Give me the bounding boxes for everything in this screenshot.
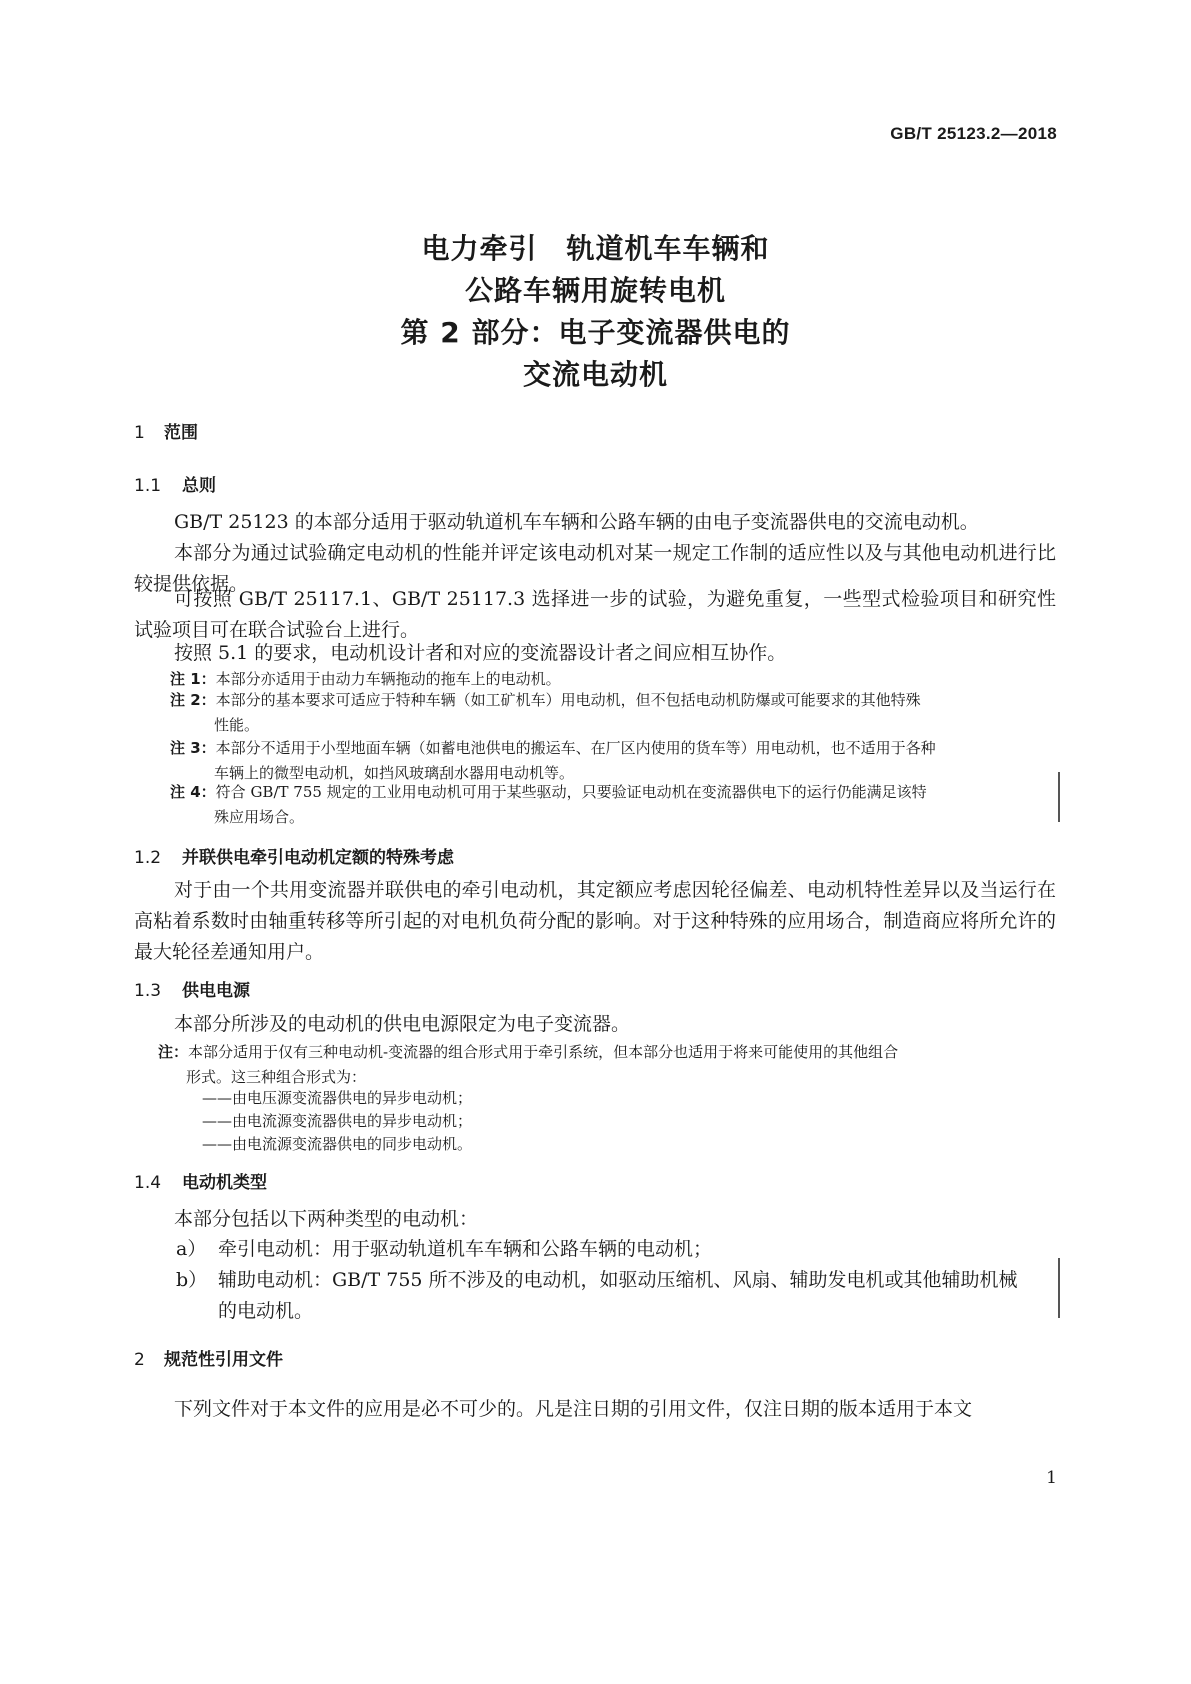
section-title: 规范性引用文件 <box>164 1350 283 1370</box>
paragraph: 下列文件对于本文件的应用是必不可少的。凡是注日期的引用文件，仅注日期的版本适用于本文 <box>174 1398 973 1420</box>
note-2 <box>170 688 1056 738</box>
list-marker: b） <box>176 1269 208 1291</box>
title-line: 交流电动机 <box>522 358 668 391</box>
section-number: 1.1 <box>134 476 162 496</box>
dash-item: ——由电流源变流器供电的同步电动机。 <box>202 1135 473 1153</box>
note-continuation: 形式。这三种组合形式为： <box>186 1068 367 1086</box>
list-text: 辅助电动机：GB/T 755 所不涉及的电动机，如驱动压缩机、风扇、辅助发电机或其他辅助机械 <box>218 1269 1018 1291</box>
list-continuation: 的电动机。 <box>218 1300 314 1322</box>
section-title: 电动机类型 <box>182 1173 267 1193</box>
section-title: 供电电源 <box>182 981 250 1001</box>
section-title: 并联供电牵引电动机定额的特殊考虑 <box>182 848 454 868</box>
list-marker: a） <box>176 1238 207 1260</box>
note-3 <box>170 736 1056 786</box>
title-line: 公路车辆用旋转电机 <box>464 274 726 307</box>
dash-item: ——由电流源变流器供电的异步电动机； <box>202 1112 473 1130</box>
list-item <box>176 1265 1056 1327</box>
note <box>158 1040 1056 1090</box>
section-number: 1.3 <box>134 981 162 1001</box>
title-line: 电力牵引 轨道机车车辆和 <box>421 232 770 265</box>
note-label: 注 2： <box>170 691 216 709</box>
note-text: 本部分的基本要求可适应于特种车辆（如工矿机车）用电动机，但不包括电动机防爆或可能要求的其他特殊 <box>215 691 921 709</box>
paragraph: 本部分所涉及的电动机的供电电源限定为电子变流器。 <box>174 1013 631 1035</box>
note-4 <box>170 780 1056 830</box>
note-continuation: 殊应用场合。 <box>214 808 305 826</box>
paragraph: 对于由一个共用变流器并联供电的牵引电动机，其定额应考虑因轮径偏差、电动机特性差异以及当运行在高粘着系数时由轴重转移等所引起的对电机负荷分配的影响。对于这种特殊的应用场合，制造商应将所允许的最大轮径差通知用户。 <box>134 879 1056 963</box>
note-label: 注 4： <box>170 783 216 801</box>
note-continuation: 车辆上的微型电动机，如挡风玻璃刮水器用电动机等。 <box>214 764 575 782</box>
paragraph: 本部分为通过试验确定电动机的性能并评定该电动机对某一规定工作制的适应性以及与其他电动机进行比较提供依据。 <box>134 542 1056 595</box>
page-number: 1 <box>1046 1468 1057 1488</box>
paragraph: GB/T 25123 的本部分适用于驱动轨道机车车辆和公路车辆的由电子变流器供电的交流电动机。 <box>174 511 979 533</box>
paragraph: 本部分包括以下两种类型的电动机： <box>174 1208 479 1230</box>
note-label: 注 1： <box>170 670 216 688</box>
section-2-heading <box>134 1345 283 1370</box>
section-1-1-heading <box>134 471 216 496</box>
section-title: 总则 <box>182 476 216 496</box>
standard-number: GB/T 25123.2—2018 <box>890 124 1057 143</box>
section-1-4-heading <box>134 1168 267 1193</box>
section-number: 1 <box>134 423 145 443</box>
section-1-3-heading <box>134 976 250 1001</box>
title-line: 第 2 部分：电子变流器供电的 <box>400 316 791 349</box>
note-label: 注： <box>158 1043 189 1061</box>
dash-item: ——由电压源变流器供电的异步电动机； <box>202 1089 473 1107</box>
change-bar <box>1058 772 1060 822</box>
note-continuation: 性能。 <box>214 716 260 734</box>
list-item <box>176 1234 1056 1265</box>
section-1-heading <box>134 418 198 443</box>
document-title <box>0 228 1191 396</box>
change-bar <box>1058 1258 1060 1318</box>
section-1-2-heading <box>134 843 454 868</box>
note-text: 符合 GB/T 755 规定的工业用电动机可用于某些驱动，只要验证电动机在变流器供电下的运行仍能满足该特 <box>215 783 927 801</box>
paragraph: 按照 5.1 的要求，电动机设计者和对应的变流器设计者之间应相互协作。 <box>174 642 787 664</box>
note-label: 注 3： <box>170 739 216 757</box>
section-number: 2 <box>134 1350 145 1370</box>
section-number: 1.4 <box>134 1173 162 1193</box>
note-text: 本部分不适用于小型地面车辆（如蓄电池供电的搬运车、在厂区内使用的货车等）用电动机，也不适用于各种 <box>215 739 936 757</box>
section-title: 范围 <box>164 423 198 443</box>
section-number: 1.2 <box>134 848 162 868</box>
list-text: 牵引电动机：用于驱动轨道机车车辆和公路车辆的电动机； <box>218 1238 713 1260</box>
note-text: 本部分亦适用于由动力车辆拖动的拖车上的电动机。 <box>215 670 561 688</box>
note-text: 本部分适用于仅有三种电动机-变流器的组合形式用于牵引系统，但本部分也适用于将来可能使用的其他组合 <box>188 1043 899 1061</box>
paragraph: 可按照 GB/T 25117.1、GB/T 25117.3 选择进一步的试验，为避免重复，一些型式检验项目和研究性试验项目可在联合试验台上进行。 <box>134 588 1056 641</box>
